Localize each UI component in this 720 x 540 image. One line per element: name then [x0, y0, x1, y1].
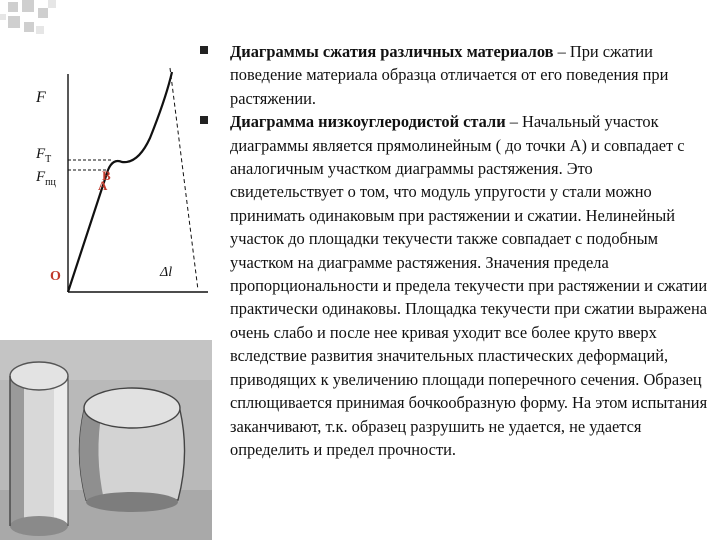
fpc-label: $F_{пц}$	[36, 169, 56, 188]
slide-text	[200, 40, 710, 461]
ft-label: $F_Т$	[36, 146, 52, 165]
bullet-item-steel	[200, 110, 710, 461]
origin-label: О	[50, 269, 61, 284]
bullet-square-icon	[200, 116, 208, 124]
stress-strain-curve	[68, 72, 172, 292]
bullet-square-icon	[200, 46, 208, 54]
bullet-body: – При сжатии поведение материала образца отличается от его поведения при растяжении.	[230, 42, 669, 108]
point-a-label: А	[98, 178, 108, 193]
bullet-paragraph	[230, 40, 710, 110]
bullet-body: – Начальный участок диаграммы является прямолинейным ( до точки А) и совпадает с аналогичным участком диаграммы растяжения. Это свидетельствует о том, что модуль упругости у стали можно принимать одинаковым при растяжении и сжатии. Нелинейный участок до площадки текучести также совпадает с подобным участком на диаграмме растяжения. Значения предела пропорциональности и предела текучести при растяжении и сжатии практически одинаковы. Площадка текучести при сжатии выражена очень слабо и после нее кривая уходит все более круто вверх вследствие развития значительных пластических деформаций, приводящих к увеличению площади поперечного сечения. Образец сплющивается принимая бочкообразную форму. На этом испытания заканчивают, т.к. образец разрушить не удается, не удается определить и предел прочности.	[230, 112, 708, 459]
point-b-label: В	[102, 168, 111, 183]
compression-diagram	[18, 58, 218, 308]
guide-dashed-line	[170, 68, 198, 290]
specimens-photo	[0, 340, 212, 540]
corner-decoration	[0, 0, 720, 40]
y-axis-label: F	[36, 89, 46, 106]
x-axis-label: Δl	[160, 265, 173, 280]
barrel-specimen	[79, 388, 184, 512]
bullet-heading: Диаграмма низкоуглеродистой стали	[230, 112, 506, 132]
cylinder-specimen	[10, 362, 68, 536]
bullet-item-compression	[200, 40, 710, 110]
bullet-paragraph	[230, 110, 710, 461]
bullet-heading: Диаграммы сжатия различных материалов	[230, 42, 554, 61]
